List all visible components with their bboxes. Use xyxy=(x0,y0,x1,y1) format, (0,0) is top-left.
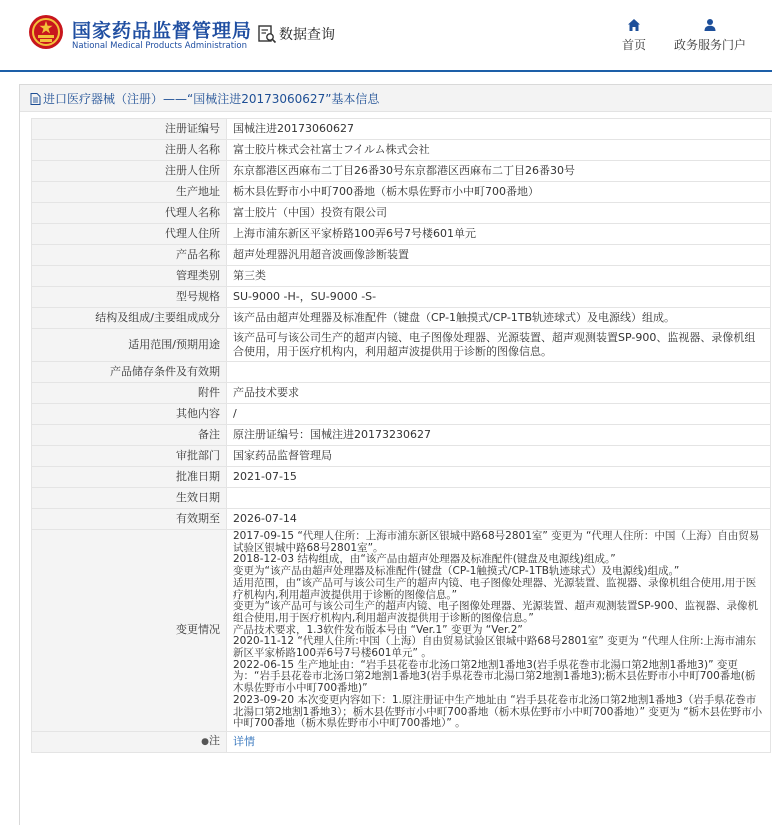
change-entry: 2023-09-20 本次变更内容如下：1.原注册证中生产地址由 “岩手县花卷市北汤口第2地割1番地3（岩手県花巻市北湯口第2地割1番地3）；栃木县佐野市小中町700番地（栃木県佐野市小中町700番地）” 变更为 “栃木县佐野市小中町700番地（栃木県佐野市小中町700番地）” 。 xyxy=(233,693,763,730)
row-label: 代理人名称 xyxy=(32,203,227,224)
data-query-icon xyxy=(257,24,277,44)
row-value: 东京都港区西麻布二丁目26番30号东京都港区西麻布二丁目26番30号 xyxy=(227,161,771,182)
table-row xyxy=(32,425,771,446)
row-value xyxy=(227,362,771,383)
details-link[interactable]: 详情 xyxy=(233,734,255,748)
table-row xyxy=(32,182,771,203)
row-label: 有效期至 xyxy=(32,509,227,530)
row-value: 国械注进20173060627 xyxy=(227,119,771,140)
row-value: 富士胶片株式会社富士フイルム株式会社 xyxy=(227,140,771,161)
nav-gov-label: 政务服务门户 xyxy=(673,38,746,52)
change-entry: 2020-11-12 “代理人住所:中国（上海）自由贸易试验区银城中路68号2801室” 变更为 “代理人住所:上海市浦东新区平家桥路100弄6号7号楼601单元” 。 xyxy=(233,635,757,660)
row-value: 栃木县佐野市小中町700番地（栃木県佐野市小中町700番地） xyxy=(227,182,771,203)
row-label: 型号规格 xyxy=(32,287,227,308)
note-label-cell xyxy=(32,731,227,752)
nav-home-label: 首页 xyxy=(621,38,646,52)
table-row xyxy=(32,140,771,161)
table-row-note xyxy=(32,731,771,752)
table-row xyxy=(32,383,771,404)
row-value: 该产品可与该公司生产的超声内镜、电子图像处理器、光源装置、超声观测装置SP-900、监视器、录像机组合使用，用于医疗机构内，利用超声波提供用于诊断的图像信息。 xyxy=(227,329,771,362)
table-row xyxy=(32,404,771,425)
row-value: 上海市浦东新区平家桥路100弄6号7号楼601单元 xyxy=(227,224,771,245)
table-row xyxy=(32,161,771,182)
note-pin-icon: ● xyxy=(201,737,209,748)
table-row-changes xyxy=(32,530,771,732)
row-label: 生效日期 xyxy=(32,488,227,509)
row-label: 产品储存条件及有效期 xyxy=(32,362,227,383)
nav-home[interactable] xyxy=(620,18,648,53)
table-row xyxy=(32,119,771,140)
row-label: 变更情况 xyxy=(32,530,227,732)
row-label: 结构及组成/主要组成成分 xyxy=(32,308,227,329)
table-row xyxy=(32,266,771,287)
detail-panel xyxy=(19,84,772,825)
row-value: 第三类 xyxy=(227,266,771,287)
row-value: 2021-07-15 xyxy=(227,467,771,488)
header-divider xyxy=(0,70,772,72)
data-query-label: 数据查询 xyxy=(279,27,335,43)
nav-gov-portal[interactable] xyxy=(670,18,750,53)
site-header xyxy=(0,0,772,70)
national-emblem-icon xyxy=(28,14,64,50)
change-entry: 2022-06-15 生产地址由：“岩手县花卷市北汤口第2地割1番地3(岩手県花巻市北湯口第2地割1番地3)” 变更为：“岩手县花卷市北汤口第2地割1番地3(岩手県花巻市北湯口第2地割1番地3);栃木县佐野市小中町700番地(栃木県佐野市小中町700番地)” xyxy=(233,658,756,695)
row-label: 适用范围/预期用途 xyxy=(32,329,227,362)
row-value: 国家药品监督管理局 xyxy=(227,446,771,467)
document-icon xyxy=(30,93,41,105)
table-row xyxy=(32,308,771,329)
row-label: 审批部门 xyxy=(32,446,227,467)
table-row xyxy=(32,467,771,488)
row-value: 原注册证编号：国械注进20173230627 xyxy=(227,425,771,446)
change-entry: 变更为“该产品可与该公司生产的超声内镜、电子图像处理器、光源装置、超声观测装置SP-900、监视器、录像机组合使用,用于医疗机构内,利用超声波提供用于诊断的图像信息。” xyxy=(233,600,759,624)
row-value: / xyxy=(227,404,771,425)
table-row xyxy=(32,329,771,362)
note-label: 注 xyxy=(209,734,220,748)
info-table xyxy=(31,118,771,753)
row-label: 注册人住所 xyxy=(32,161,227,182)
note-value-cell xyxy=(227,731,771,752)
change-entry: 2017-09-15 “代理人住所：上海市浦东新区银城中路68号2801室” 变更为 “代理人住所：中国（上海）自由贸易试验区银城中路68号2801室”。 xyxy=(233,530,760,554)
row-value: SU-9000 -H-，SU-9000 -S- xyxy=(227,287,771,308)
row-value: 产品技术要求 xyxy=(227,383,771,404)
table-row xyxy=(32,245,771,266)
row-value xyxy=(227,488,771,509)
row-label: 批准日期 xyxy=(32,467,227,488)
change-entry: 适用范围，由“该产品可与该公司生产的超声内镜、电子图像处理器、光源装置、监视器、录像机组合使用,用于医疗机构内,利用超声波提供用于诊断的图像信息。” xyxy=(233,576,757,601)
row-value: 超声处理器汎用超音波画像診断装置 xyxy=(227,245,771,266)
table-row xyxy=(32,446,771,467)
row-label: 管理类别 xyxy=(32,266,227,287)
org-name-en: National Medical Products Administration xyxy=(72,41,247,51)
user-icon xyxy=(703,18,717,32)
row-label: 生产地址 xyxy=(32,182,227,203)
table-row xyxy=(32,488,771,509)
row-label: 其他内容 xyxy=(32,404,227,425)
change-entry: 产品技术要求，1.3软件发布版本号由 “Ver.1” 变更为 “Ver.2” xyxy=(233,623,523,636)
changes-content xyxy=(227,530,771,732)
table-row xyxy=(32,224,771,245)
row-label: 附件 xyxy=(32,383,227,404)
home-icon xyxy=(627,18,641,32)
row-label: 注册人名称 xyxy=(32,140,227,161)
row-label: 代理人住所 xyxy=(32,224,227,245)
table-row xyxy=(32,203,771,224)
row-value: 该产品由超声处理器及标准配件（键盘（CP-1触摸式/CP-1TB轨迹球式）及电源线）组成。 xyxy=(227,308,771,329)
row-value: 2026-07-14 xyxy=(227,509,771,530)
row-label: 注册证编号 xyxy=(32,119,227,140)
panel-title-bar xyxy=(20,85,772,112)
table-row xyxy=(32,287,771,308)
row-label: 备注 xyxy=(32,425,227,446)
data-query-link[interactable] xyxy=(257,24,335,44)
row-label: 产品名称 xyxy=(32,245,227,266)
change-entry: 变更为“该产品由超声处理器及标准配件(键盘（CP-1触摸式/CP-1TB轨迹球式）及电源线)组成。” xyxy=(233,565,680,578)
org-name-cn: 国家药品监督管理局 xyxy=(72,20,253,42)
table-row xyxy=(32,362,771,383)
row-value: 富士胶片（中国）投资有限公司 xyxy=(227,203,771,224)
page-title: 进口医疗器械（注册）——“国械注进20173060627”基本信息 xyxy=(43,92,380,106)
change-entry: 2018-12-03 结构组成，由“该产品由超声处理器及标准配件(键盘及电源线)组成。” xyxy=(233,553,616,566)
table-row xyxy=(32,509,771,530)
